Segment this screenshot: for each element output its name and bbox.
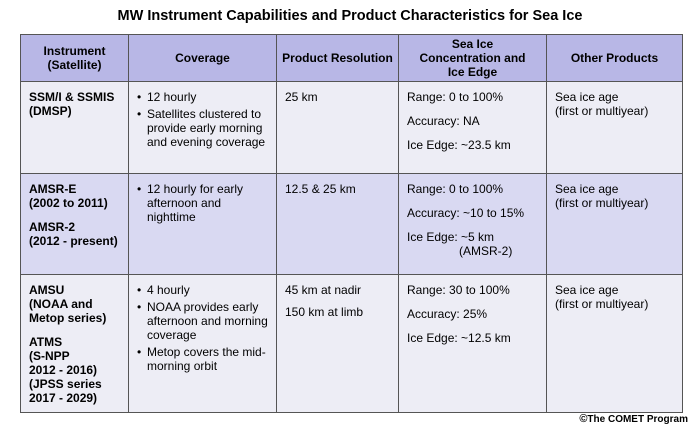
coverage-item: • 12 hourly: [137, 90, 268, 104]
copyright-notice: [579, 413, 688, 425]
instrument-cell: [21, 82, 129, 174]
table-row: [21, 174, 683, 275]
concentration-line: [407, 138, 538, 152]
copyright-symbol: ©: [579, 413, 588, 425]
instrument-name: AMSR-E (2002 to 2011): [29, 182, 108, 210]
concentration-text: Range: 30 to 100%: [407, 283, 510, 297]
header-cell: Instrument (Satellite): [21, 35, 129, 82]
concentration-cell: [399, 174, 547, 275]
concentration-line: [407, 230, 538, 258]
header-cell: Other Products: [547, 35, 683, 82]
concentration-cell: [399, 275, 547, 413]
instrument-name: SSM/I & SSMIS (DMSP): [29, 90, 115, 118]
concentration-text: Ice Edge: ~5 km: [407, 230, 495, 244]
coverage-item: • Metop covers the mid-morning orbit: [137, 345, 268, 373]
coverage-cell: [129, 275, 277, 413]
concentration-line: [407, 331, 538, 345]
concentration-text: Accuracy: 25%: [407, 307, 488, 321]
concentration-note: (AMSR-2): [459, 244, 513, 258]
header-cell: Coverage: [129, 35, 277, 82]
instrument-name: AMSU (NOAA and Metop series): [29, 283, 107, 325]
table-body: [21, 82, 683, 413]
concentration-line: [407, 90, 538, 104]
other-products-cell: Sea ice age (first or multiyear): [547, 82, 683, 174]
concentration-text: Ice Edge: ~23.5 km: [407, 138, 511, 152]
coverage-item: • 12 hourly for early afternoon and nighttime: [137, 182, 268, 224]
coverage-item: • NOAA provides early afternoon and morning coverage: [137, 300, 268, 342]
table-row: [21, 275, 683, 413]
resolution-value: 12.5 & 25 km: [285, 182, 356, 196]
concentration-line: [407, 283, 538, 297]
instrument-cell: [21, 275, 129, 413]
coverage-cell: [129, 82, 277, 174]
coverage-item: • 4 hourly: [137, 283, 268, 297]
other-products-cell: Sea ice age (first or multiyear): [547, 275, 683, 413]
resolution-cell: [277, 174, 399, 275]
resolution-value: 150 km at limb: [285, 305, 364, 319]
coverage-list: [137, 283, 268, 373]
resolution-value: 25 km: [285, 90, 318, 104]
resolution-cell: [277, 275, 399, 413]
page-title: MW Instrument Capabilities and Product Characteristics for Sea Ice: [117, 8, 583, 24]
copyright-text: The COMET Program: [587, 414, 688, 425]
instrument-name: AMSR-2 (2012 - present): [29, 220, 118, 248]
concentration-line: [407, 182, 538, 196]
coverage-cell: [129, 174, 277, 275]
instrument-name: ATMS (S-NPP 2012 - 2016) (JPSS series 2017 - 2029): [29, 335, 102, 405]
concentration-text: Accuracy: NA: [407, 114, 480, 128]
concentration-text: Accuracy: ~10 to 15%: [407, 206, 525, 220]
coverage-list: [137, 90, 268, 149]
concentration-line: [407, 114, 538, 128]
coverage-list: [137, 182, 268, 224]
instrument-cell: [21, 174, 129, 275]
concentration-cell: [399, 82, 547, 174]
other-products-cell: Sea ice age (first or multiyear): [547, 174, 683, 275]
resolution-value: 45 km at nadir: [285, 283, 362, 297]
table-row: [21, 82, 683, 174]
concentration-line: [407, 307, 538, 321]
header-row: [21, 35, 683, 82]
resolution-cell: [277, 82, 399, 174]
coverage-item: • Satellites clustered to provide early morning and evening coverage: [137, 107, 268, 149]
concentration-text: Range: 0 to 100%: [407, 182, 504, 196]
concentration-line: [407, 206, 538, 220]
header-cell: Product Resolution: [277, 35, 399, 82]
instrument-table: [20, 34, 683, 413]
concentration-text: Ice Edge: ~12.5 km: [407, 331, 511, 345]
concentration-text: Range: 0 to 100%: [407, 90, 504, 104]
header-cell: Sea Ice Concentration and Ice Edge: [399, 35, 547, 82]
